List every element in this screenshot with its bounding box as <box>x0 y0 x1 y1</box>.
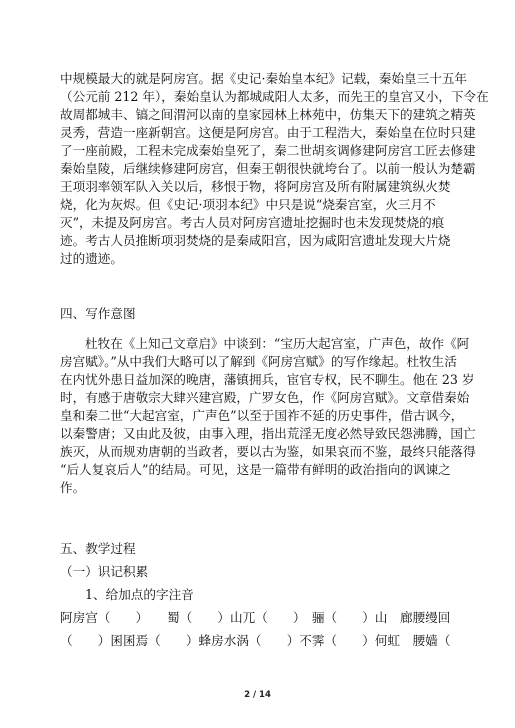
text-line: 在内忧外患日益加深的晚唐，藩镇拥兵，宦官专权，民不聊生。他在 23 岁 <box>60 372 475 387</box>
text-line: 灵秀，营造一座新朝宫。这便是阿房宫。由于工程浩大，秦始皇在位时只建 <box>60 125 476 140</box>
text-line: （公元前 212 年），秦始皇认为都城咸阳人太多，而先王的皇宫又小，下令在 <box>60 89 489 104</box>
text-line: “后人复哀后人”的结局。可见，这是一篇带有鲜明的政治指向的讽谏之 <box>60 462 451 477</box>
text-line: 灭”，未提及阿房宫。考古人员对阿房宫遗址挖掘时也未发现焚烧的痕 <box>60 215 445 230</box>
pinyin-exercise-line-1: 阿房宫（ ） 蜀（ ）山兀（ ） 骊（ ）山 廊腰缦回 <box>60 610 451 625</box>
text-line: 作。 <box>60 480 86 495</box>
exercise-item-1: 1、给加点的字注音 <box>85 587 194 602</box>
section-heading-process: 五、教学过程 <box>60 541 136 556</box>
text-line: 中规模最大的就是阿房宫。据《史记·秦始皇本纪》记载，秦始皇三十五年 <box>60 71 468 86</box>
pinyin-exercise-line-2: （ ）囷囷焉（ ）蜂房水涡（ ）不霁（ ）何虹 腰嫱（ <box>60 633 451 648</box>
text-line: 故周都城丰、镐之间渭河以南的皇家园林上林苑中，仿集天下的建筑之精英 <box>60 107 476 122</box>
section-heading-intent: 四、写作意图 <box>60 306 136 321</box>
text-line: 过的遗迹。 <box>60 251 123 266</box>
text-line: 杜牧在《上知己文章启》中谈到：“宝历大起宫室，广声色，故作《阿 <box>85 336 470 351</box>
text-line: 烧，化为灰烬。但《史记·项羽本纪》中只是说“烧秦宫室，火三月不 <box>60 197 436 212</box>
text-line: 迹。考古人员推断项羽焚烧的是秦咸阳宫，因为咸阳宫遗址发现大片烧 <box>60 233 451 248</box>
text-line: 房宫赋》。”从中我们大略可以了解到《阿房宫赋》的写作缘起。杜牧生活 <box>60 354 457 369</box>
paragraph-history <box>60 70 489 268</box>
text-line: 族灭，从而规劝唐朝的当政者，要以古为鉴，如果哀而不鉴，最终只能落得 <box>60 444 476 459</box>
text-line: 时，有感于唐敬宗大肆兴建宫殿，广罗女色，作《阿房宫赋》。文章借秦始 <box>60 390 470 405</box>
text-line: 王项羽率领军队入关以后，移恨于物，将阿房宫及所有附属建筑纵火焚 <box>60 179 451 194</box>
text-line: 皇和秦二世“大起宫室，广声色”以至于国祚不延的历史事件，借古讽今， <box>60 408 464 423</box>
text-line: 秦始皇陵，后继续修建阿房宫，但秦王朝很快就垮台了。以前一般认为楚霸 <box>60 161 476 176</box>
text-line: 了一座前殿，工程未完成秦始皇死了，秦二世胡亥调修建阿房宫工匠去修建 <box>60 143 476 158</box>
page-number: 2 / 14 <box>244 690 271 700</box>
paragraph-intent <box>60 335 476 497</box>
subheading-memorize: （一）识记积累 <box>60 564 149 579</box>
text-line: 以秦警唐；又由此及彼，由事入理，指出荒淫无度必然导致民怨沸腾，国亡 <box>60 426 476 441</box>
